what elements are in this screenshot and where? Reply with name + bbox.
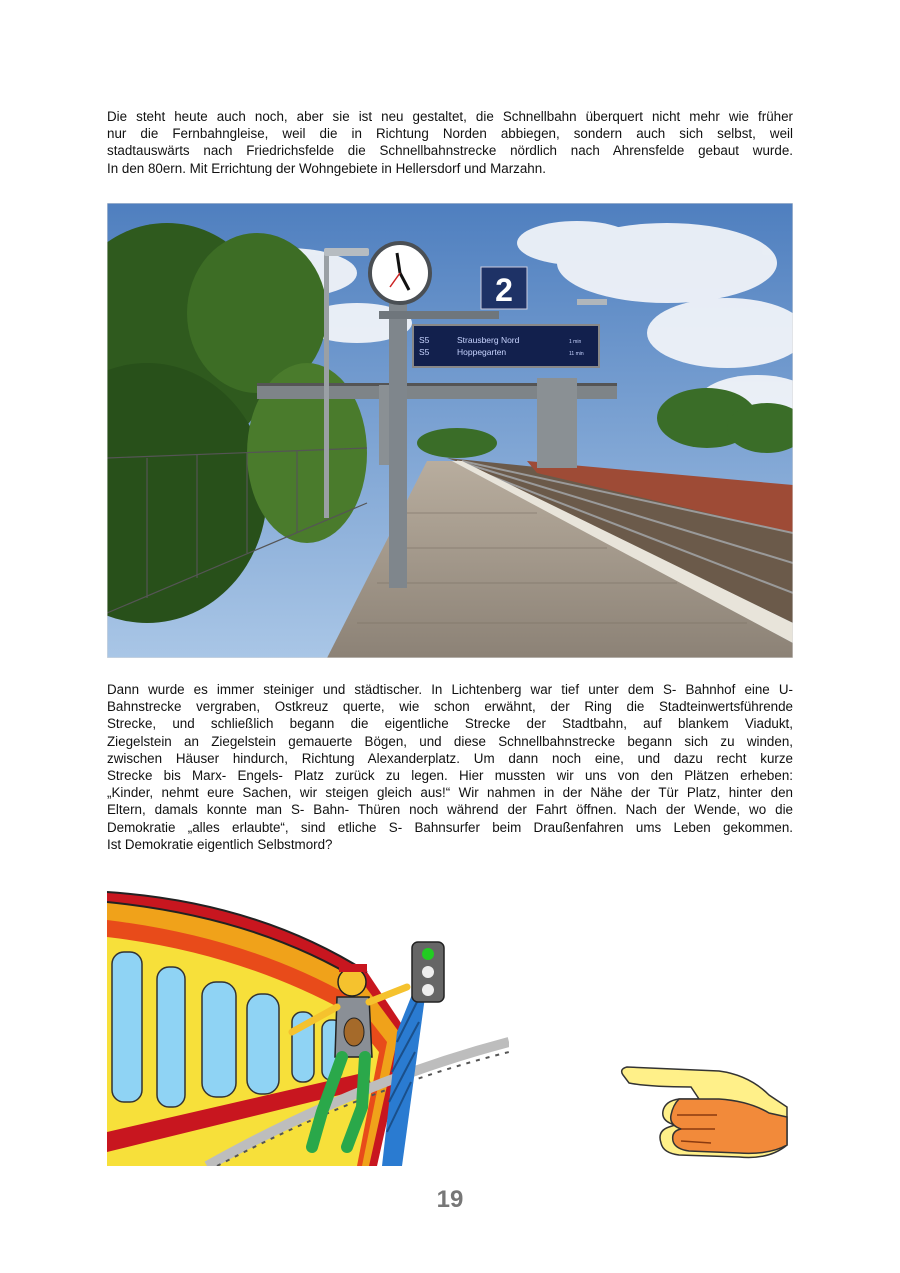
text-line: Ziegelstein an Ziegelstein gemauerte Bögen, und diese Schnellbahnstrecke begann sich zu winden, (107, 733, 793, 749)
loudspeaker (577, 299, 607, 305)
text-line: Strecke, und schließlich begann die eigentliche Strecke der Stadtbahn, auf blankem Viadukt, (107, 716, 793, 732)
display-line2-route: S5 (419, 347, 430, 357)
text-line: Die steht heute auch noch, aber sie ist neu gestaltet, die Schnellbahn überquert nicht mehr wie früher (107, 109, 793, 124)
station-clock-icon (370, 243, 430, 303)
text-line: Ist Demokratie eigentlich Selbstmord? (107, 836, 333, 852)
display-line1-time: 1 min (569, 339, 582, 345)
text-line: stadtauswärts nach Friedrichsfelde die Schnellbahnstrecke nördlich nach Ahrensfelde gebaut wurde. (107, 143, 793, 159)
text-line: Bahnstrecke vergraben, Ostkreuz querte, wie schon erwähnt, der Ring die Stadteinwertsführende (107, 699, 793, 715)
display-line2-dest: Hoppegarten (457, 347, 507, 357)
text-line: „Kinder, nehmt eure Sachen, wir steigen gleich aus!“ Wir nahmen in der Nähe der Tür Platz, hinter den (107, 785, 793, 801)
text-line: nur die Fernbahngleise, weil die in Richtung Norden abbiegen, sondern auch sich selbst, weil (107, 126, 793, 142)
text-line: Dann wurde es immer steiniger und städtischer. In Lichtenberg war tief unter dem S- Bahnhof eine U- (107, 682, 793, 697)
lamp-post (324, 253, 329, 518)
text-line: In den 80ern. Mit Errichtung der Wohngebiete in Hellersdorf und Marzahn. (107, 160, 546, 176)
bridge-stairs (537, 378, 577, 468)
platform-number: 2 (495, 272, 513, 308)
display-line1-route: S5 (419, 335, 430, 345)
paragraph-intro (107, 108, 793, 177)
pointing-hand-icon (619, 1025, 791, 1195)
station-photo (107, 203, 793, 658)
train-surfer-illustration (107, 882, 509, 1166)
text-line: Demokratie „alles erlaubte“, sind etliche S- Bahnsurfer beim Draußenfahren ums Leben gekommen. (107, 819, 793, 835)
departure-display (413, 325, 599, 367)
display-line2-time: 11 min (569, 351, 584, 357)
text-line: Strecke bis Marx- Engels- Platz zurück zu legen. Hier mussten wir uns von den Plätzen erheben: (107, 768, 793, 784)
clock-pole (389, 293, 407, 588)
display-line1-dest: Strausberg Nord (457, 335, 520, 345)
page-number: 19 (436, 1186, 464, 1213)
text-line: zwischen Häuser hindurch, Richtung Alexanderplatz. Um dann noch eine, und dazu recht kurze (107, 750, 793, 766)
paragraph-main (107, 681, 793, 853)
text-line: Eltern, damals konnte man S- Bahn- Thüren noch während der Fahrt öffnen. Nach der Wende, wo die (107, 802, 793, 818)
